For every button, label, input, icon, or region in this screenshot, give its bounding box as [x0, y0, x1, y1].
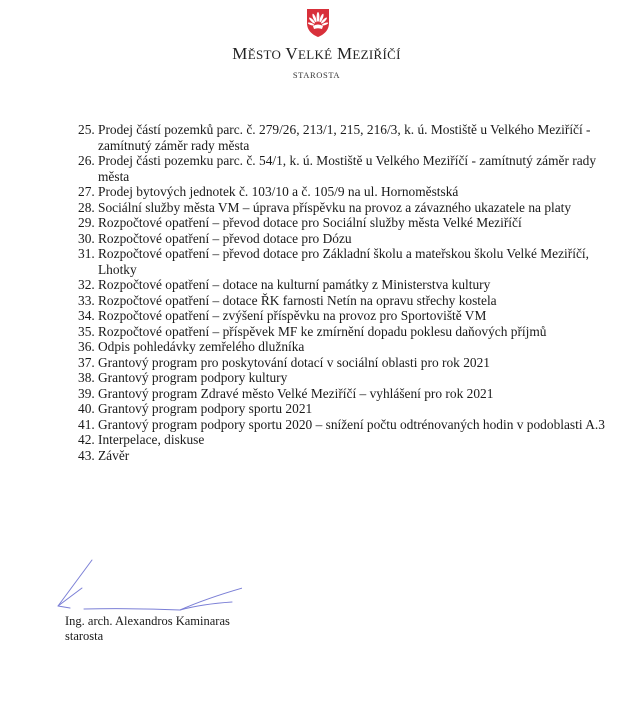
agenda-item — [78, 200, 618, 216]
agenda-item-text: Grantový program podpory sportu 2021 — [98, 401, 313, 416]
city-name-initial: V — [285, 44, 298, 63]
agenda-item-text: Prodej části pozemku parc. č. 54/1, k. ú. Mostiště u Velkého Meziříčí - zamítnutý záměr rady města — [98, 153, 597, 184]
agenda-item — [78, 370, 618, 386]
agenda-item-number: 27. — [78, 184, 95, 199]
agenda-item — [78, 386, 618, 402]
agenda-item — [78, 355, 618, 371]
agenda-item-number: 25. — [78, 122, 95, 137]
agenda-item-number: 33. — [78, 292, 95, 308]
agenda-item — [78, 324, 618, 340]
agenda-item-text: Závěr — [98, 447, 130, 463]
agenda-item-text: Prodej bytových jednotek č. 103/10 a č. 105/9 na ul. Hornoměstská — [98, 184, 459, 199]
agenda-item — [78, 246, 618, 277]
city-name-part: EZIŘÍČÍ — [352, 47, 401, 62]
signatory-name: Ing. arch. Alexandros Kaminaras — [65, 614, 230, 628]
agenda-item — [78, 432, 618, 448]
city-name-part: ĚSTO — [247, 47, 282, 62]
agenda-item-text: Rozpočtové opatření – příspěvek MF ke zmírnění dopadu poklesu daňových příjmů — [98, 323, 547, 339]
agenda-item-number: 37. — [78, 354, 95, 370]
agenda-item — [78, 122, 618, 153]
agenda-item — [78, 153, 618, 184]
agenda-item-text: Odpis pohledávky zemřelého dlužníka — [98, 339, 305, 354]
signatory — [65, 614, 230, 644]
agenda-item — [78, 215, 618, 231]
agenda-item-text: Rozpočtové opatření – dotace na kulturní památky z Ministerstva kultury — [98, 277, 491, 292]
agenda-item-text: Rozpočtové opatření – převod dotace pro Základní školu a mateřskou školu Velké Meziříčí, Lhotky — [98, 246, 589, 277]
agenda-item-number: 41. — [78, 416, 95, 432]
agenda-item-number: 36. — [78, 339, 95, 354]
agenda-item — [78, 293, 618, 309]
office-subtitle: STAROSTA — [292, 70, 341, 80]
agenda-item-text: Rozpočtové opatření – převod dotace pro Dózu — [98, 230, 352, 246]
agenda-item-number: 35. — [78, 323, 95, 339]
agenda-item-text: Grantový program pro poskytování dotací v sociální oblasti pro rok 2021 — [98, 354, 490, 370]
city-name — [0, 44, 633, 64]
agenda-item-number: 26. — [78, 153, 95, 168]
agenda-item-text: Rozpočtové opatření – zvýšení příspěvku na provoz pro Sportoviště VM — [98, 308, 487, 323]
city-name-initial: M — [336, 44, 353, 63]
agenda-item-number: 29. — [78, 215, 95, 230]
agenda-item-text: Prodej částí pozemků parc. č. 279/26, 213/1, 215, 216/3, k. ú. Mostiště u Velkého Meziříčí - zamítnutý záměr rady města — [98, 122, 591, 153]
agenda-item — [78, 417, 618, 433]
agenda-item-number: 38. — [78, 370, 95, 385]
handwritten-signature-icon — [52, 558, 242, 618]
agenda-item — [78, 401, 618, 417]
agenda-item — [78, 339, 618, 355]
agenda-item-text: Rozpočtové opatření – převod dotace pro Sociální služby města Velké Meziříčí — [98, 215, 522, 230]
signatory-title: starosta — [65, 629, 104, 643]
agenda-item-number: 32. — [78, 277, 95, 292]
agenda-item — [78, 448, 618, 464]
agenda-item-number: 30. — [78, 230, 95, 246]
agenda-item-number: 31. — [78, 246, 95, 261]
agenda-item — [78, 277, 618, 293]
agenda-item — [78, 184, 618, 200]
agenda-item — [78, 231, 618, 247]
agenda-item-text: Grantový program podpory sportu 2020 – snížení počtu odtrénovaných hodin v podoblasti A.3 — [98, 416, 605, 432]
city-name-initial: M — [232, 44, 248, 63]
agenda-item-number: 43. — [78, 447, 95, 463]
agenda-item-text: Interpelace, diskuse — [98, 432, 205, 447]
agenda-item-number: 42. — [78, 432, 95, 447]
agenda-item-text: Sociální služby města VM – úprava příspěvku na provoz a závazného ukazatele na platy — [98, 199, 572, 215]
city-coat-of-arms-icon — [306, 8, 330, 38]
agenda-item-number: 34. — [78, 308, 95, 323]
agenda-item-number: 40. — [78, 401, 95, 416]
agenda-item-number: 39. — [78, 385, 95, 401]
agenda-list — [78, 122, 618, 463]
agenda-item-number: 28. — [78, 199, 95, 215]
city-name-part: ELKÉ — [298, 47, 333, 62]
agenda-item-text: Grantový program podpory kultury — [98, 370, 288, 385]
agenda-item — [78, 308, 618, 324]
agenda-item-text: Rozpočtové opatření – dotace ŘK farnosti Netín na opravu střechy kostela — [98, 292, 497, 308]
agenda-item-text: Grantový program Zdravé město Velké Meziříčí – vyhlášení pro rok 2021 — [98, 385, 494, 401]
